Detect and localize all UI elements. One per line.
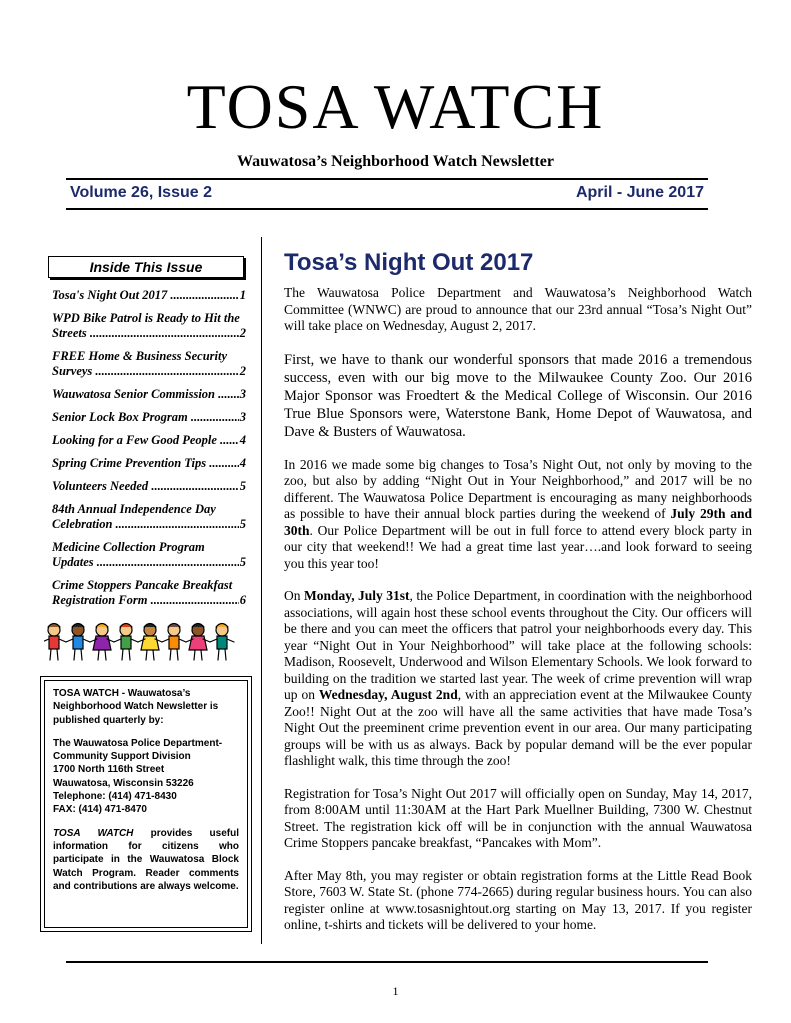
toc-item[interactable] [52, 311, 246, 341]
toc-item-label: Looking for a Few Good People ..... [52, 433, 239, 448]
toc-item-label: Senior Lock Box Program ..... [52, 410, 239, 425]
column-divider [261, 237, 262, 944]
newsletter-subtitle: Wauwatosa’s Neighborhood Watch Newsletter [237, 153, 554, 170]
article-paragraph [284, 588, 752, 770]
info-phone: Telephone: (414) 471-8430 [53, 791, 177, 803]
toc-title: Inside This Issue [48, 256, 244, 278]
info-blurb-name: TOSA WATCH [53, 827, 134, 839]
text-run: , the Police Department, in coordination with the neighborhood associations, will again host these school events throughout the City. Our officers will be there and you can meet the officers that patrol your neighborhoods every day. This year “Night Out in Your Neighborhood” will take place at the following schools: Madison, Roosevelt, Underwood and Wilson Elementary Schools. We look forward to building on the tradition we started last year. The week of crime prevention will wrap up on [284, 588, 752, 702]
article-body [284, 285, 752, 950]
toc-item[interactable] [52, 288, 246, 303]
info-city: Wauwatosa, Wisconsin 53226 [53, 777, 194, 789]
info-fax: FAX: (414) 471-8470 [53, 804, 147, 816]
article-paragraph: Registration for Tosa’s Night Out 2017 will officially open on Sunday, May 14, 2017, from 8:00AM until 11:30AM at the Hart Park Muellner Building, 7300 W. Chestnut Street. The registration kick off will be in conjunction with the annual Wauwatosa Crime Stoppers pancake breakfast, “Pancakes with Mom”. [284, 785, 752, 850]
toc-item-label: Registration Form ..... [52, 593, 239, 608]
toc-item-label: Tosa's Night Out 2017 ..... [52, 288, 239, 303]
toc-item-page: 2 [239, 326, 246, 340]
toc-item[interactable] [52, 456, 246, 471]
info-intro: TOSA WATCH - Wauwatosa’s Neighborhood Watch Newsletter is published quarterly by: [53, 688, 219, 726]
text-run: , with an appreciation event at the Milwaukee County Zoo!! Night Out at the zoo will have all the same activities that have made Tosa’s Night Out the preeminent crime prevention event in our area. Our many participating groups will be with us as always. Back by popular demand will be the ever popular flashlight walk, this time through the zoo! [284, 687, 753, 768]
info-org-line: Community Support Division [53, 751, 191, 763]
issue-bar [70, 183, 704, 205]
text-run-bold: Wednesday, August 2nd [318, 687, 458, 702]
toc-item[interactable] [52, 540, 246, 570]
text-run: In 2016 we made some big changes to Tosa’s Night Out, not only by moving to the zoo, but also by adding “Night Out in Your Neighborhood,” and 2017 will be no different. The Wauwatosa Police Department is encouraging as many neighborhoods as possible to have their annual block parties during the weekend of [284, 456, 752, 521]
toc-item[interactable] [52, 578, 246, 608]
toc-item-label: Updates ..... [52, 555, 239, 570]
toc-item-page: 5 [239, 479, 246, 493]
toc-item-label: Wauwatosa Senior Commission ..... [52, 387, 239, 402]
toc-item-label: WPD Bike Patrol is Ready to Hit the [52, 311, 240, 325]
toc-item-label: Volunteers Needed ..... [52, 479, 239, 494]
top-rule [66, 178, 708, 180]
toc-item[interactable] [52, 410, 246, 425]
toc-item[interactable] [52, 479, 246, 494]
article-paragraph: The Wauwatosa Police Department and Wauwatosa’s Neighborhood Watch Committee (WNWC) are proud to announce that our 23rd annual “Tosa’s Night Out” will take place on Wednesday, August 2, 2017. [284, 285, 752, 333]
toc-item-page: 4 [239, 456, 246, 470]
bottom-rule [66, 961, 708, 963]
text-run-bold: July 29th and 30th [284, 506, 752, 538]
info-street: 1700 North 116th Street [53, 764, 165, 776]
toc-item-page: 4 [239, 433, 246, 447]
toc-item[interactable] [52, 387, 246, 402]
newsletter-title: TOSA WATCH [186, 71, 605, 142]
issue-rule [66, 208, 708, 210]
article-paragraph: After May 8th, you may register or obtain registration forms at the Little Read Book Store, 7603 W. State St. (phone 774-2665) during regular business hours. You can also register online at www.tosasnightout.org starting on May 13, 2017. If you register online, t-shirts and tickets will be delivered to your home. [284, 867, 752, 932]
toc-item-page: 3 [239, 387, 246, 401]
text-run: On [284, 588, 304, 603]
toc-item-page: 5 [239, 517, 246, 531]
toc-item-label: 84th Annual Independence Day [52, 502, 216, 516]
table-of-contents [46, 256, 246, 616]
toc-item-label: Surveys ..... [52, 364, 239, 379]
toc-item-page: 6 [239, 593, 246, 607]
toc-item-label: FREE Home & Business Security [52, 349, 228, 363]
text-run-bold: Monday, July 31st [303, 588, 410, 603]
article-paragraph [284, 457, 752, 573]
info-blurb [53, 827, 239, 893]
toc-item-label: Spring Crime Prevention Tips ..... [52, 456, 239, 471]
toc-item-page: 5 [239, 555, 246, 569]
toc-item-page: 2 [239, 364, 246, 378]
publisher-info-box [44, 680, 248, 928]
toc-item-page: 1 [239, 288, 246, 302]
toc-item-page: 3 [239, 410, 246, 424]
children-clipart-icon [44, 622, 246, 664]
toc-item-label: Streets ..... [52, 326, 239, 341]
info-blurb-text: provides useful information for citizens who participate in the Wauwatosa Block Watch Program. Reader comments and contributions are always welcome. [53, 827, 239, 892]
page-number: 1 [392, 984, 399, 998]
toc-item[interactable] [52, 349, 246, 379]
toc-item-label: Celebration ..... [52, 517, 239, 532]
volume-label: Volume 26, Issue 2 [70, 184, 212, 201]
toc-item[interactable] [52, 502, 246, 532]
toc-item[interactable] [52, 433, 246, 448]
article-headline: Tosa’s Night Out 2017 [284, 249, 534, 276]
info-org-line: The Wauwatosa Police Department- [53, 737, 223, 749]
text-run: . Our Police Department will be out in full force to attend every block party in our city that weekend!! We had a great time last year….and look forward to seeing you this year too! [284, 522, 752, 571]
issue-date: April - June 2017 [575, 184, 704, 201]
article-paragraph: First, we have to thank our wonderful sponsors that made 2016 a tremendous success, even with our big move to the Milwaukee County Zoo. Our 2016 Major Sponsor was Froedtert & the Medical College of Wisconsin. Our 2016 True Blue Sponsors were, Waterstone Bank, Home Depot of Wauwatosa, and Dave & Busters of Wauwatosa. [284, 351, 752, 440]
toc-item-label: Crime Stoppers Pancake Breakfast [52, 578, 233, 592]
toc-item-label: Medicine Collection Program [52, 540, 205, 554]
